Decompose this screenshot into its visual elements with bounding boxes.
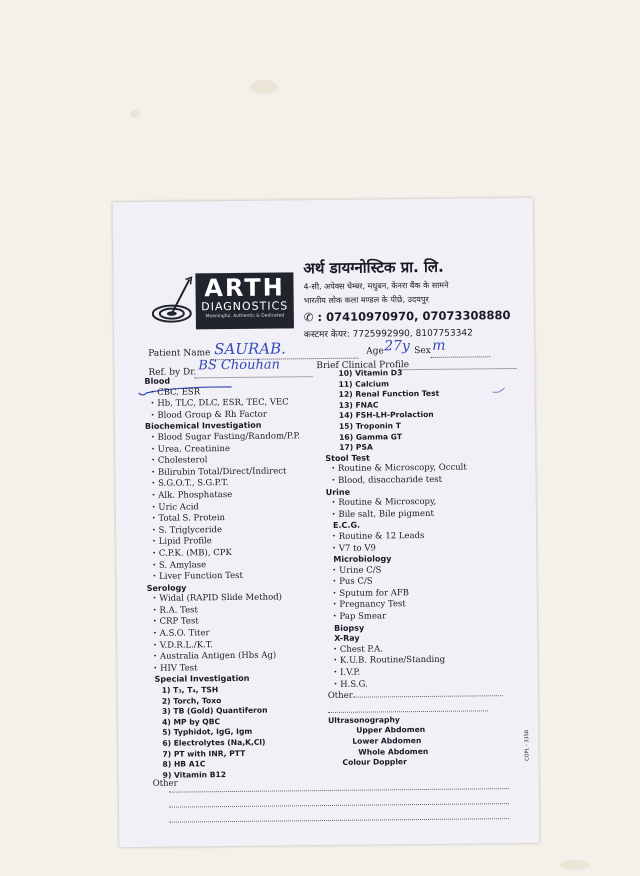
list-item: • Bilirubin Total/Direct/Indirect [145, 466, 335, 480]
list-item: • Cholesterol [145, 454, 335, 468]
list-item: • Australia Antigen (Hbs Ag) [147, 650, 337, 664]
list-item: 8) HB A1C [162, 759, 206, 769]
list-item: 13) FNAC [338, 400, 379, 410]
company-name: अर्थ डायग्नोस्टिक प्रा. लि. [303, 257, 444, 278]
sex-label: Sex [414, 345, 431, 357]
list-item: 16) Gamma GT [339, 431, 403, 442]
company-info [303, 256, 524, 340]
list-item: • A.S.O. Titer [147, 627, 337, 641]
age-label: Age [366, 346, 384, 357]
list-item: • Routine & 12 Leads [326, 530, 526, 544]
list-item: Upper Abdomen [356, 725, 426, 736]
list-item: • Blood, disaccharide test [326, 474, 526, 488]
list-item: 4) MP by QBC [162, 716, 221, 727]
list-item: Lower Abdomen [352, 736, 422, 746]
other-line-3 [169, 818, 509, 823]
list-item: • Routine & Microscopy, [326, 496, 526, 510]
list-item: 17) PSA [339, 442, 373, 453]
list-item: • Hb, TLC, DLC, ESR, TEC, VEC [145, 397, 335, 411]
patient-name-label: Patient Name [148, 348, 211, 359]
section-biopsy: Biopsy [334, 623, 365, 633]
list-item: • Lipid Profile [146, 535, 336, 549]
list-item: 1) T₃, T₄, TSH [161, 685, 219, 695]
list-item: • Urine C/S [326, 564, 526, 578]
list-item: • Alk. Phosphatase [146, 489, 336, 503]
other-line-right [328, 700, 488, 713]
list-item: • K.U.B. Routine/Standing [327, 654, 527, 668]
address-line-2: भारतीय लोक कला मण्डल के पीछे, उदयपुर [303, 294, 429, 306]
section-biochemical: Biochemical Investigation [144, 421, 262, 432]
ref-doctor-label: Ref. by Dr. [148, 367, 197, 378]
list-item: • V7 to V9 [326, 541, 526, 555]
list-item: • Uric Acid [146, 500, 336, 514]
list-item: Colour Doppler [342, 757, 407, 768]
handwritten-mark [491, 384, 507, 400]
customer-care: कस्टमर केयर: 7725992990, 8107753342 [303, 328, 473, 341]
list-item: • Bile salt, Bile pigment [326, 508, 526, 522]
logo-tagline: Meaningful, Authentic & Dedicated [205, 313, 285, 320]
section-microbiology: Microbiology [333, 554, 392, 565]
list-item: • S. Triglyceride [146, 524, 336, 538]
phone-numbers: ✆ : 07410970970, 07073308880 [303, 308, 511, 325]
section-ecg: E.C.G. [332, 520, 361, 531]
list-item: • S. Amylase [146, 558, 336, 572]
list-item: 5) Typhidot, IgG, Igm [162, 727, 253, 738]
list-item: 3) TB (Gold) Quantiferon [161, 705, 268, 716]
logo-subtitle: DIAGNOSTICS [201, 299, 289, 314]
list-item: • HIV Test [147, 662, 337, 676]
list-item: 10) Vitamin D3 [338, 368, 403, 378]
list-item: • Pregnancy Test [327, 598, 527, 612]
list-item: • Total S. Protein [146, 512, 336, 526]
section-ultrasonography: Ultrasonography [328, 715, 400, 725]
section-urine: Urine [325, 487, 351, 497]
logo-title: ARTH [204, 273, 285, 303]
form-code: COPL - 3358 [524, 729, 531, 761]
list-item: • Routine & Microscopy, Occult [325, 462, 525, 476]
list-item: 6) Electrolytes (Na,K,Cl) [162, 737, 266, 748]
address-line-1: 4-सी, अपेक्स चेम्बर, मधुबन, केनरा बैंक के सामने [303, 280, 449, 292]
list-item: • Pus C/S [327, 575, 527, 589]
list-item: • Urea, Creatinine [145, 442, 335, 456]
list-item: • Blood Sugar Fasting/Random/P.P. [145, 431, 335, 445]
section-special-investigation: Special Investigation [154, 674, 250, 685]
section-stool-test: Stool Test [325, 453, 370, 463]
ref-doctor-value: BS Chouhan [198, 357, 281, 374]
sex-value: m [432, 337, 446, 354]
other-label-right: Other [328, 689, 528, 702]
list-item: • CRP Test [147, 615, 337, 629]
list-item: • I.V.P. [328, 666, 528, 680]
list-item: 11) Calcium [338, 378, 390, 389]
logo [195, 272, 294, 329]
list-item: • Sputum for AFB [327, 587, 527, 601]
list-item: • Liver Function Test [147, 570, 337, 584]
list-item: Whole Abdomen [358, 746, 429, 757]
left-test-column [144, 375, 338, 781]
list-item: 2) Torch, Toxo [161, 695, 222, 706]
list-item: 14) FSH-LH-Prolaction [338, 410, 434, 421]
other-line-1 [169, 788, 509, 793]
list-item: • S.G.O.T., S.G.P.T. [146, 477, 336, 491]
list-item: • Chest P.A. [327, 643, 527, 657]
other-line-2 [169, 803, 509, 808]
list-item: • C.P.K. (MB), CPK [146, 547, 336, 561]
list-item: • H.S.G. [328, 678, 528, 692]
section-blood: Blood [144, 376, 171, 386]
patient-name-value: SAURAB. [214, 339, 286, 359]
age-value: 27y [384, 338, 410, 355]
right-test-column [324, 367, 531, 769]
list-item: • R.A. Test [147, 604, 337, 618]
list-item: 12) Renal Function Test [338, 388, 440, 400]
sex-line [430, 356, 490, 358]
list-item: • CBC, ESR [145, 385, 335, 399]
list-item: • V.D.R.L./K.T. [147, 639, 337, 653]
logo-target-icon [151, 275, 200, 327]
list-item: 9) Vitamin B12 [162, 769, 227, 780]
list-item: 7) PT with INR, PTT [162, 748, 246, 759]
lab-requisition-form [113, 198, 540, 847]
list-item: • Pap Smear [327, 610, 527, 624]
other-label-left: Other [152, 778, 178, 789]
clinical-profile-label: Brief Clinical Profile [316, 360, 410, 372]
list-item: • Widal (RAPID Slide Method) [147, 592, 337, 606]
list-item: 15) Troponin T [338, 421, 401, 431]
section-serology: Serology [146, 583, 187, 593]
phone-icon: ✆ [303, 310, 314, 325]
section-x-ray: X-Ray [334, 633, 360, 644]
list-item: • Blood Group & Rh Factor [145, 409, 335, 423]
